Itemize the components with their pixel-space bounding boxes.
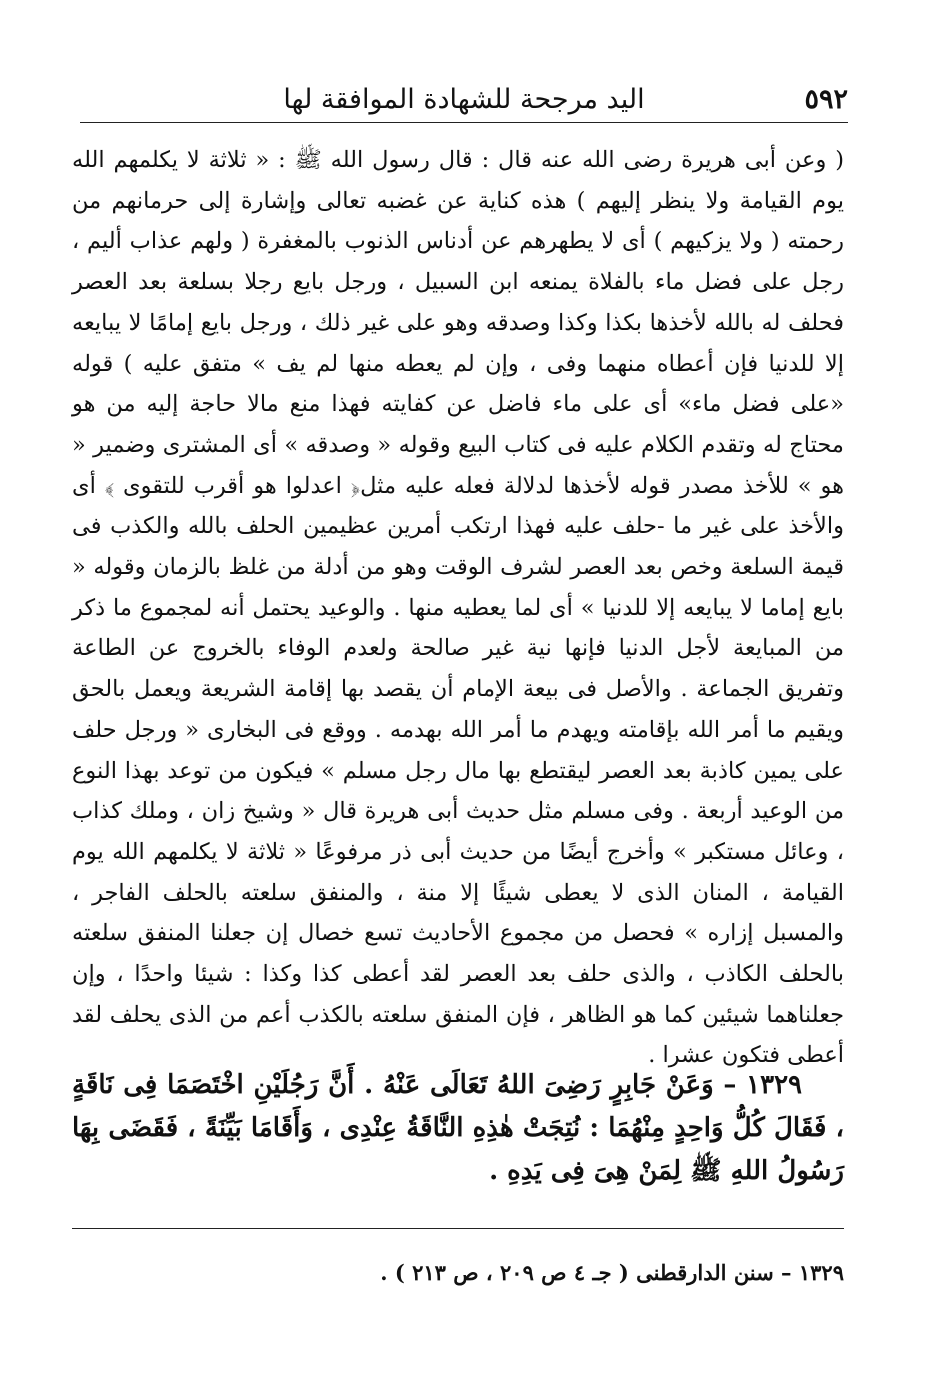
footnote-divider xyxy=(72,1228,844,1229)
commentary-paragraph: ( وعن أبى هريرة رضى الله عنه قال : قال رسول الله ﷺ : « ثلاثة لا يكلمهم الله يوم القيامة ولا ينظر إليهم ) هذه كناية عن غضبه تعالى وإشارة إلى حرمانهم من رحمته ( ولا يزكيهم ) أى لا يطهرهم عن أدناس الذنوب بالمغفرة ( ولهم عذاب أليم ، رجل على فضل ماء بالفلاة يمنعه ابن السبيل ، ورجل بايع رجلا بسلعة بعد العصر فحلف له بالله لأخذها بكذا وكذا وصدقه وهو على غير ذلك ، ورجل بايع إمامًا لا يبايعه إلا للدنيا فإن أعطاه منهما وفى ، وإن لم يعطه منها لم يف » متفق عليه ) قوله «على فضل ماء» أى على ماء فاضل عن كفايته فهذا منع مالا حاجة إليه من هو محتاج له وتقدم الكلام عليه فى كتاب البيع وقوله « وصدقه » أى المشترى وضمير « هو » للأخذ مصدر قوله لأخذها لدلالة فعله عليه مثل﴿ اعدلوا هو أقرب للتقوى ﴾ أى والأخذ على غير ما -حلف عليه فهذا ارتكب أمرين عظيمين الحلف بالله والكذب فى قيمة السلعة وخص بعد العصر لشرف الوقت وهو من أدلة من غلظ بالزمان وقوله « بايع إماما لا يبايعه إلا للدنيا » أى لما يعطيه منها . والوعيد يحتمل أنه لمجموع ما ذكر من المبايعة لأجل الدنيا فإنها نية غير صالحة ولعدم الوفاء بالخروج عن الطاعة وتفريق الجماعة . والأصل فى بيعة الإمام أن يقصد بها إقامة الشريعة ويعمل بالحق ويقيم ما أمر الله بإقامته ويهدم ما أمر الله بهدمه . ووقع فى البخارى « ورجل حلف على يمين كاذبة بعد العصر ليقتطع بها مال رجل مسلم » فيكون من توعد بهذا النوع من الوعيد أربعة . وفى مسلم مثل حديث أبى هريرة قال « وشيخ زان ، وملك كذاب ، وعائل مستكبر » وأخرج أيضًا من حديث أبى ذر مرفوعًا « ثلاثة لا يكلمهم الله يوم القيامة ، المنان الذى لا يعطى شيئًا إلا منة ، والمنفق سلعته بالحلف الفاجر ، والمسبل إزاره » فحصل من مجموع الأحاديث تسع خصال إن جعلنا المنفق سلعته بالحلف الكاذب ، والذى حلف بعد العصر لقد أعطى كذا وكذا : شيئا واحدًا ، وإن جعلناهما شيئين كما هو الظاهر ، فإن المنفق سلعته بالكذب أعم من الذى يحلف لقد أعطى فتكون عشرا . xyxy=(72,147,844,1069)
footnote-section xyxy=(72,1258,844,1288)
commentary-section xyxy=(72,140,844,1076)
running-title: اليد مرجحة للشهادة الموافقة لها xyxy=(283,84,645,115)
footnote-1329: ١٣٢٩ – سنن الدارقطنى ( جـ ٤ ص ٢٠٩ ، ص ٢١٣ ) . xyxy=(380,1260,844,1285)
hadith-1329-text: ١٣٢٩ – وَعَنْ جَابِرٍ رَضِىَ اللهُ تَعَالَى عَنْهُ . أَنَّ رَجُلَيْنِ اخْتَصَمَا فِى نَاقَةٍ ، فَقَالَ كُلُّ وَاحِدٍ مِنْهُمَا : نُتِجَتْ هٰذِهِ النَّاقَةُ عِنْدِى ، وَأَقَامَا بَيِّنَةً ، فَقَضَى بِهَا رَسُولُ اللهِ ﷺ لِمَنْ هِىَ فِى يَدِهِ . xyxy=(72,1070,844,1186)
hadith-section xyxy=(72,1064,844,1193)
page-header xyxy=(80,78,848,122)
header-divider xyxy=(80,122,848,123)
page-number: ٥٩٢ xyxy=(804,84,848,115)
